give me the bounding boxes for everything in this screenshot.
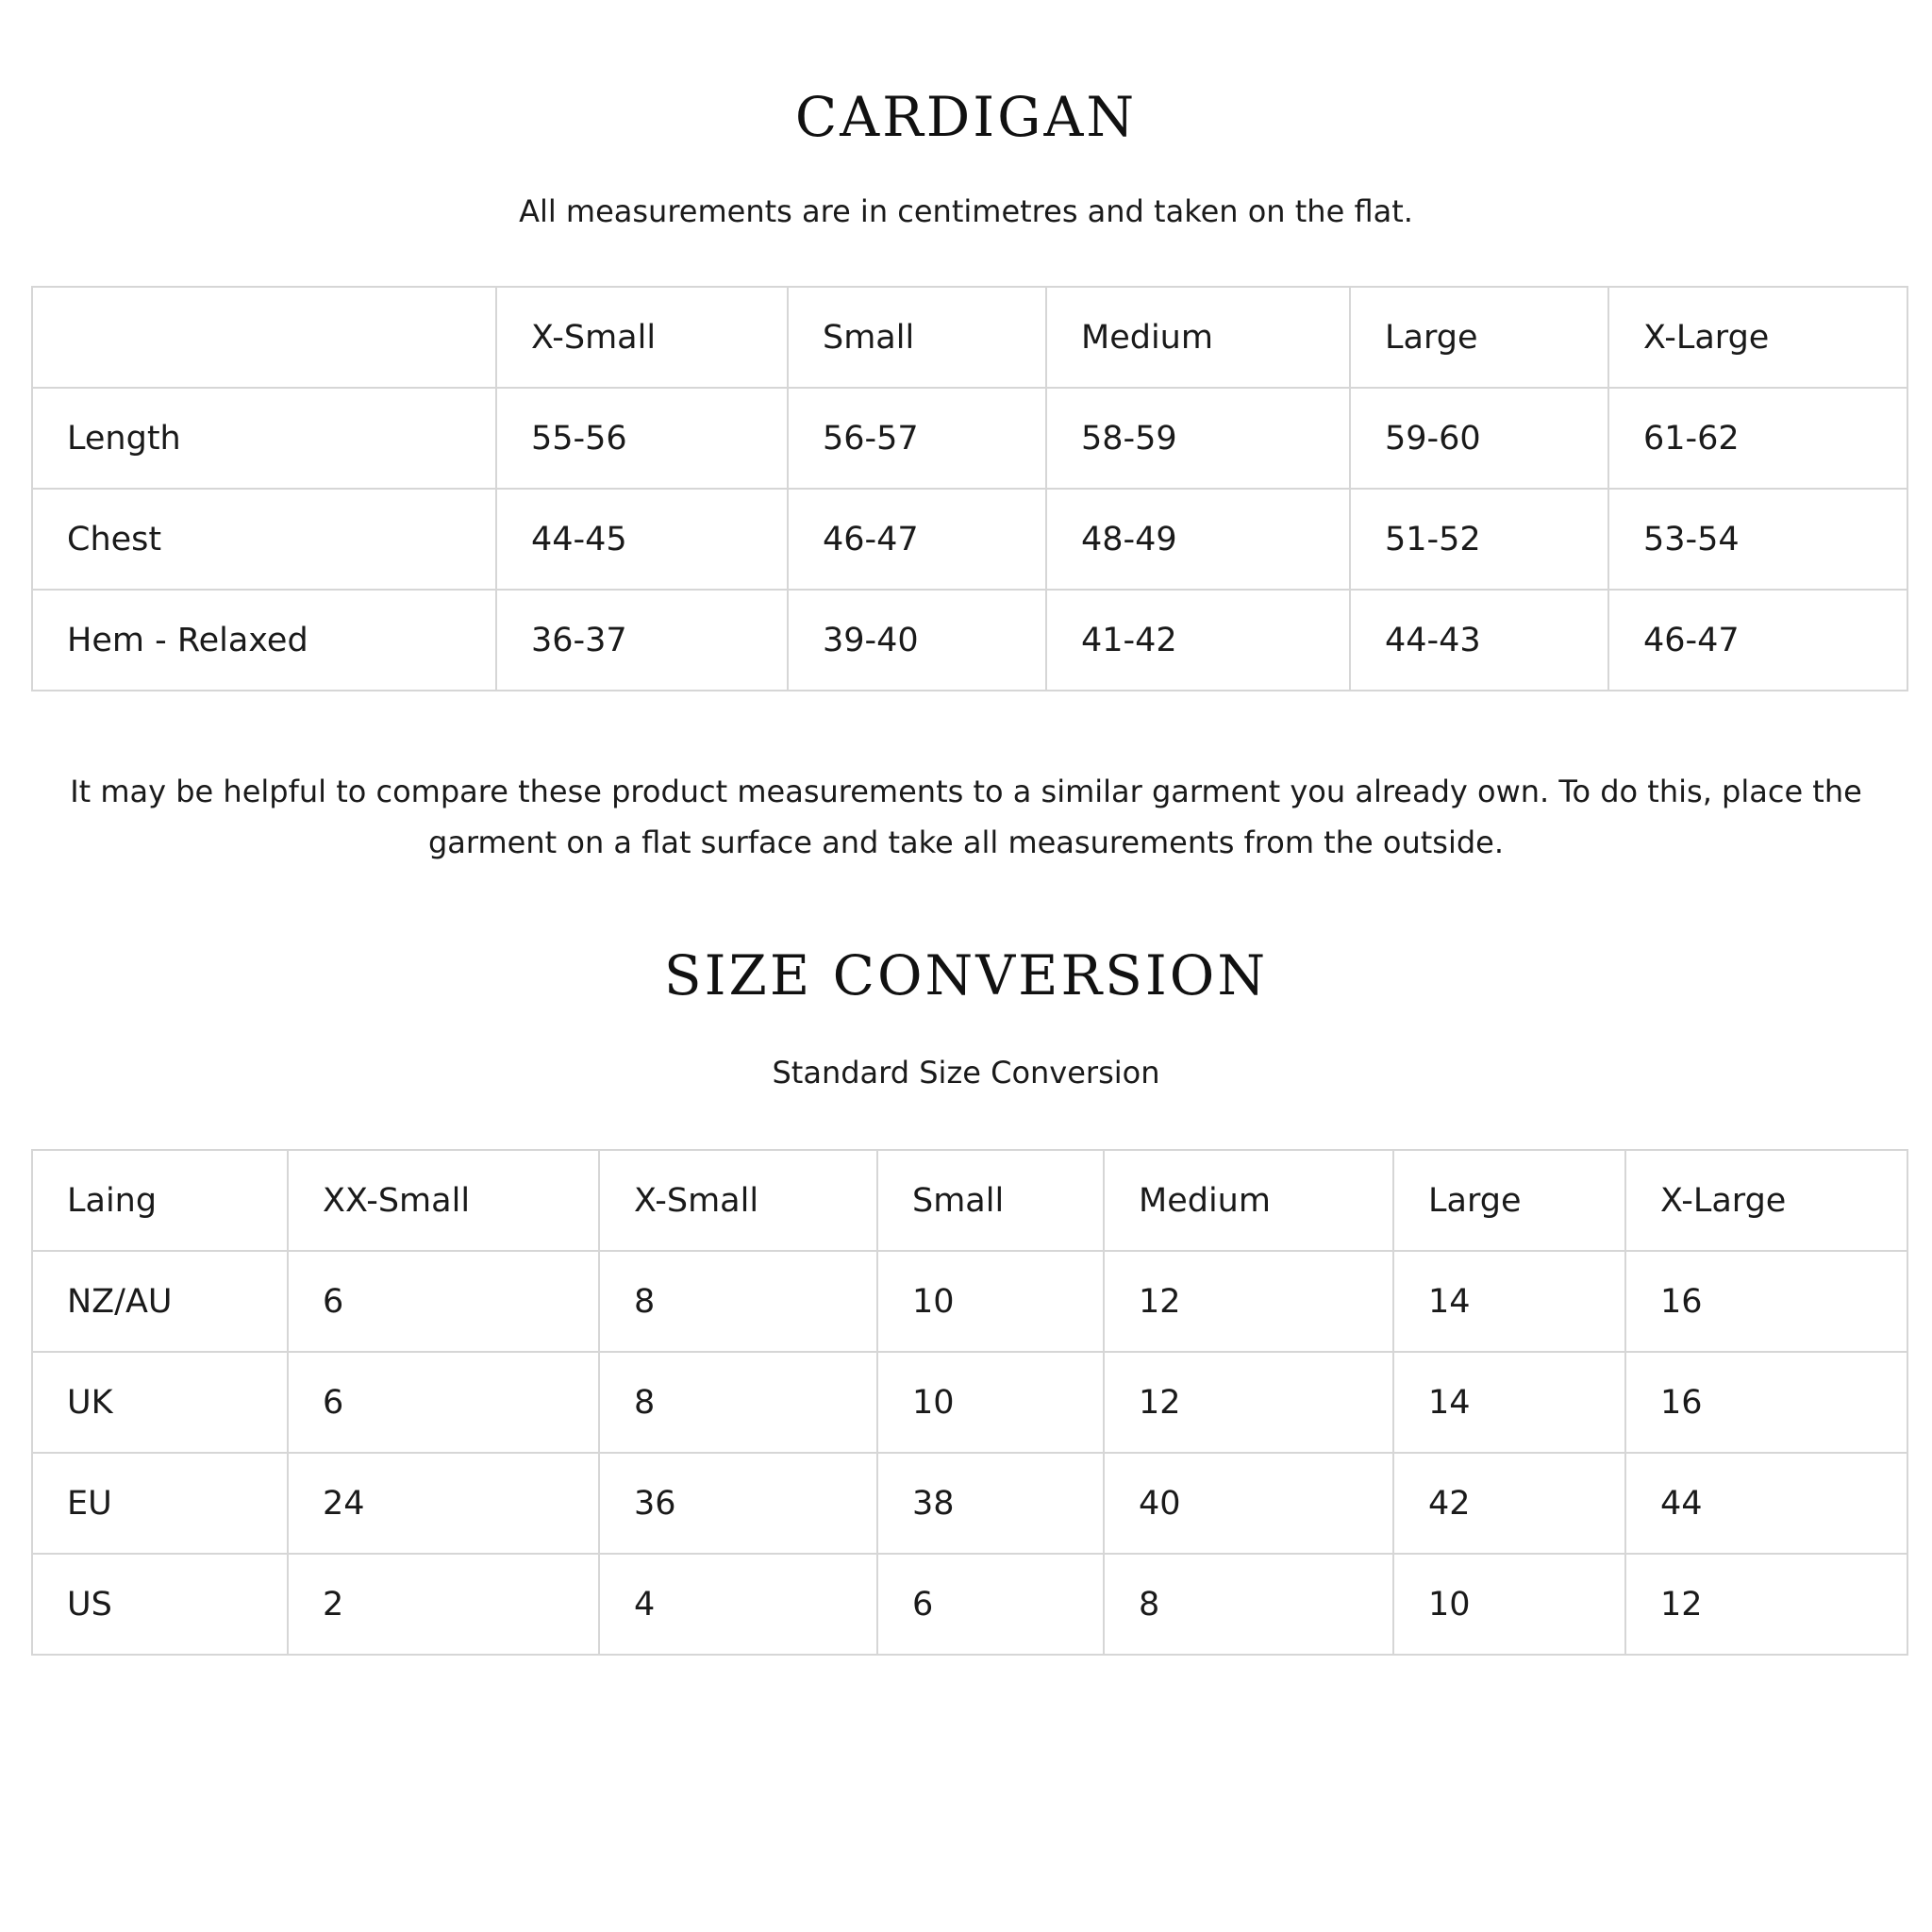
header-cell: X-Large — [1608, 287, 1907, 388]
header-cell: Medium — [1046, 287, 1350, 388]
table-cell: 10 — [877, 1251, 1104, 1352]
table-cell: 51-52 — [1350, 489, 1608, 590]
table-cell: 56-57 — [788, 388, 1046, 489]
header-cell: Laing — [32, 1150, 288, 1251]
table-cell: 53-54 — [1608, 489, 1907, 590]
table-cell: 36 — [599, 1453, 877, 1554]
row-label-cell: Hem - Relaxed — [32, 590, 496, 691]
header-cell: Small — [877, 1150, 1104, 1251]
table-cell: 8 — [1104, 1554, 1393, 1655]
header-cell: Medium — [1104, 1150, 1393, 1251]
table-row — [32, 1251, 1907, 1352]
table-cell: 8 — [599, 1352, 877, 1453]
cardigan-measurements-table — [31, 286, 1908, 691]
table-cell: 6 — [877, 1554, 1104, 1655]
table-row — [32, 1352, 1907, 1453]
table-cell: 12 — [1625, 1554, 1907, 1655]
table-cell: 16 — [1625, 1352, 1907, 1453]
table-cell: 24 — [288, 1453, 599, 1554]
table-cell: 58-59 — [1046, 388, 1350, 489]
row-label-cell: EU — [32, 1453, 288, 1554]
header-cell: X-Small — [496, 287, 788, 388]
table-cell: 14 — [1393, 1352, 1625, 1453]
row-label-cell: UK — [32, 1352, 288, 1453]
table-row — [32, 388, 1907, 489]
header-cell: X-Small — [599, 1150, 877, 1251]
size-conversion-subtitle: Standard Size Conversion — [772, 1055, 1160, 1091]
table-cell: 48-49 — [1046, 489, 1350, 590]
header-cell: Small — [788, 287, 1046, 388]
table-cell: 61-62 — [1608, 388, 1907, 489]
table-cell: 46-47 — [788, 489, 1046, 590]
table-cell: 10 — [877, 1352, 1104, 1453]
table-cell: 44-45 — [496, 489, 788, 590]
table-cell: 59-60 — [1350, 388, 1608, 489]
table-row — [32, 590, 1907, 691]
table-cell: 16 — [1625, 1251, 1907, 1352]
table-cell: 44-43 — [1350, 590, 1608, 691]
table-cell: 42 — [1393, 1453, 1625, 1554]
table-cell: 41-42 — [1046, 590, 1350, 691]
table-cell: 6 — [288, 1352, 599, 1453]
header-cell: Large — [1393, 1150, 1625, 1251]
table-cell: 40 — [1104, 1453, 1393, 1554]
table-cell: 38 — [877, 1453, 1104, 1554]
size-conversion-table — [31, 1149, 1908, 1656]
size-conversion-title: SIZE CONVERSION — [663, 943, 1269, 1008]
table-cell: 55-56 — [496, 388, 788, 489]
table-row — [32, 1554, 1907, 1655]
row-label-cell: Chest — [32, 489, 496, 590]
table-cell: 4 — [599, 1554, 877, 1655]
table-cell: 46-47 — [1608, 590, 1907, 691]
measurement-tip: It may be helpful to compare these product measurements to a similar garment you already own. To do this, place the garment on a flat surface and take all measurements from the outside. — [70, 774, 1862, 860]
table-cell: 44 — [1625, 1453, 1907, 1554]
row-label-cell: US — [32, 1554, 288, 1655]
table-cell: 36-37 — [496, 590, 788, 691]
row-label-cell: NZ/AU — [32, 1251, 288, 1352]
table-cell: 2 — [288, 1554, 599, 1655]
table-row — [32, 489, 1907, 590]
cardigan-subtitle: All measurements are in centimetres and taken on the flat. — [519, 193, 1413, 229]
table-cell: 14 — [1393, 1251, 1625, 1352]
table-cell: 8 — [599, 1251, 877, 1352]
table-cell: 12 — [1104, 1352, 1393, 1453]
row-label-cell: Length — [32, 388, 496, 489]
table-header-row — [32, 287, 1907, 388]
table-cell: 12 — [1104, 1251, 1393, 1352]
header-cell: Large — [1350, 287, 1608, 388]
header-cell: XX-Small — [288, 1150, 599, 1251]
header-cell: X-Large — [1625, 1150, 1907, 1251]
table-cell: 6 — [288, 1251, 599, 1352]
header-cell — [32, 287, 496, 388]
table-header-row — [32, 1150, 1907, 1251]
table-cell: 10 — [1393, 1554, 1625, 1655]
table-row — [32, 1453, 1907, 1554]
table-cell: 39-40 — [788, 590, 1046, 691]
cardigan-title: CARDIGAN — [794, 85, 1138, 149]
